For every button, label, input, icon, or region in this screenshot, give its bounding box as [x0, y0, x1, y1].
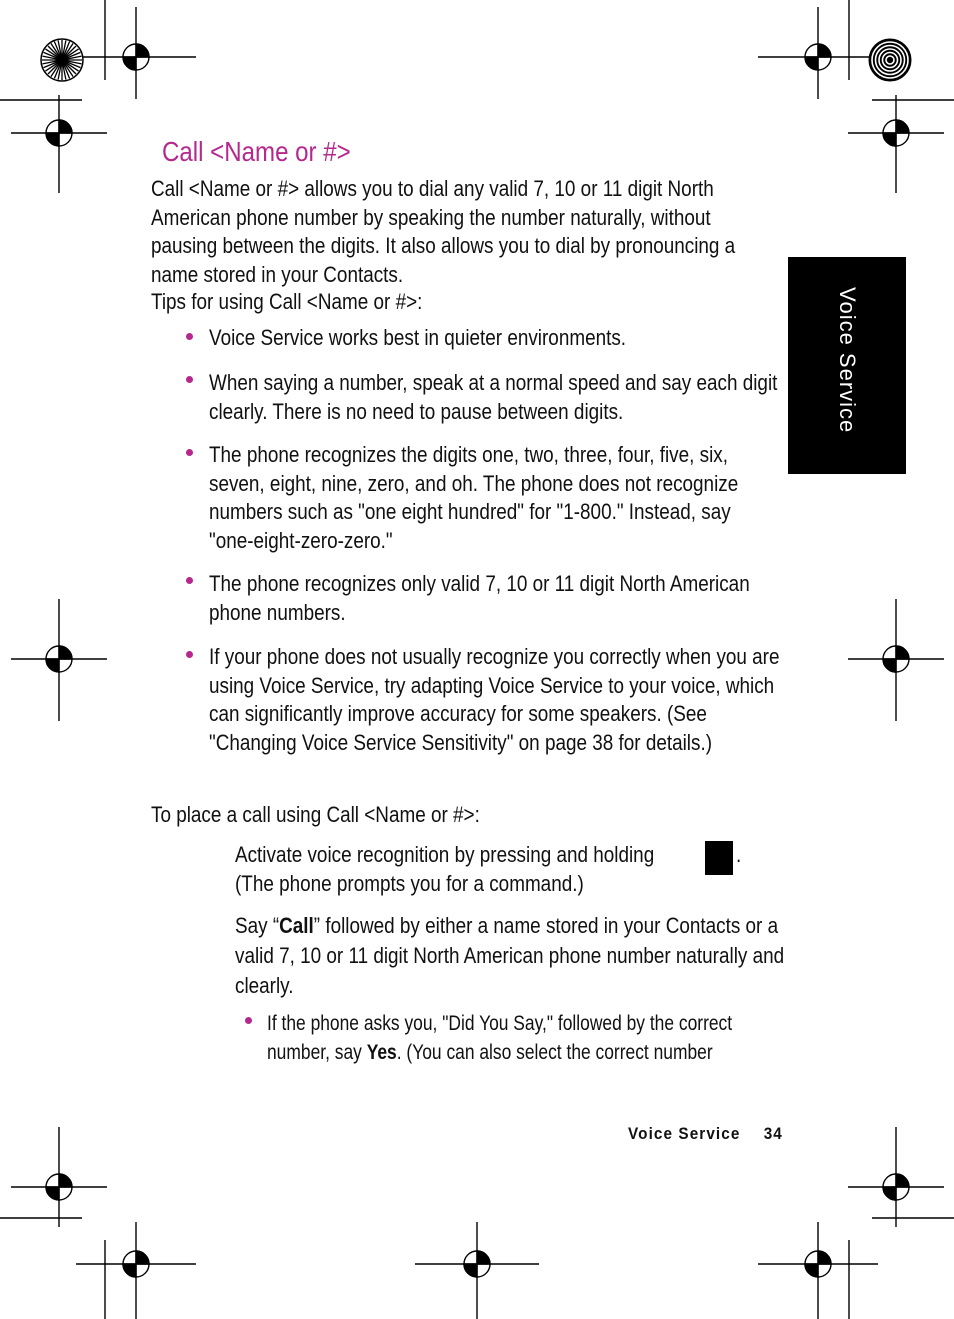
- section-heading: Call <Name or #>: [162, 136, 351, 167]
- tip-text: Voice Service works best in quieter environments.: [209, 325, 627, 350]
- section-thumb-tab: [788, 257, 906, 474]
- step-2-text: [235, 911, 789, 1001]
- intro-paragraph: Call <Name or #> allows you to dial any valid 7, 10 or 11 digit North American phone number by speaking the number naturally, without pausing between the digits. It also allows you to dial by pronouncing a name stored in your Contacts.: [151, 176, 736, 287]
- bullet-dot: [186, 577, 193, 584]
- procedure-heading: To place a call using Call <Name or #>:: [151, 802, 480, 827]
- bullet-dot: [186, 449, 193, 456]
- step-1-note: (The phone prompts you for a command.): [235, 871, 584, 896]
- tip-text: The phone recognizes the digits one, two, three, four, five, six, seven, eight, nine, zero, and oh. The phone does not recognize numbers such as "one eight hundred" for "1-800." Instead, say "one-eight-zero-zero.": [209, 442, 739, 553]
- page-number: 34: [763, 1124, 783, 1143]
- footer-section-name: Voice Service: [628, 1124, 741, 1143]
- bullet-dot: [186, 376, 193, 383]
- bullet-dot: [245, 1017, 252, 1024]
- sub-bullet-text: [267, 1009, 785, 1066]
- sub-bullet-command: Yes: [366, 1039, 397, 1064]
- bullet-dot: [186, 333, 193, 340]
- tip-text: If your phone does not usually recognize you correctly when you are using Voice Service, try adapting Voice Service to your voice, which can significantly improve accuracy for some speakers. (See "Changing Voice Service Sensitivity" on page 38 for details.): [209, 644, 780, 755]
- step-2-post: ” followed by either a name stored in your Contacts or a valid 7, 10 or 11 digit North American phone number naturally and clearly.: [235, 913, 785, 998]
- step-1-period: .: [736, 842, 742, 867]
- bullet-dot: [186, 651, 193, 658]
- tip-text: When saying a number, speak at a normal speed and say each digit clearly. There is no need to pause between digits.: [209, 370, 778, 424]
- tips-heading: Tips for using Call <Name or #>:: [151, 289, 423, 314]
- page-footer: [628, 1124, 783, 1144]
- section-thumb-tab-label: Voice Service: [835, 287, 860, 434]
- step-2-command: Call: [279, 913, 314, 938]
- tip-text: The phone recognizes only valid 7, 10 or 11 digit North American phone numbers.: [209, 571, 750, 625]
- sub-bullet-pre: If the phone asks you, "Did You Say," followed by the correct number, say: [267, 1011, 733, 1064]
- step-2-pre: Say “: [235, 913, 280, 938]
- sub-bullet-post: . (You can also select the correct number: [396, 1039, 713, 1064]
- step-1-text: Activate voice recognition by pressing and holding: [235, 842, 655, 867]
